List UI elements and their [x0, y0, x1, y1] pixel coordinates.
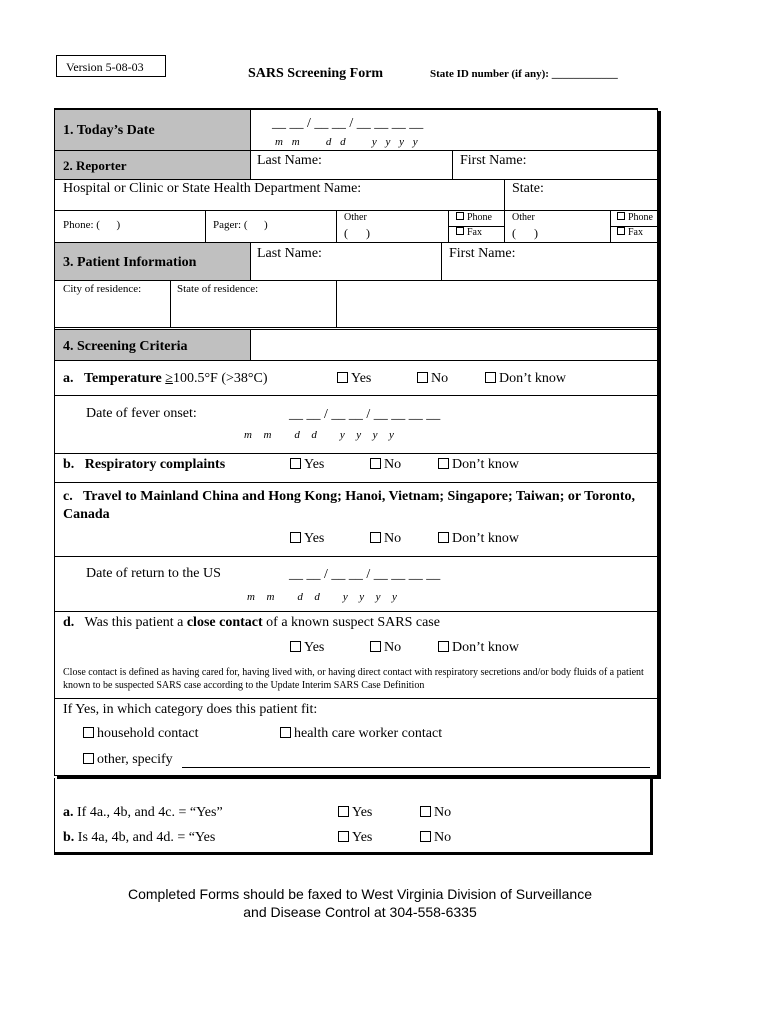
section4-label: 4. Screening Criteria	[63, 339, 188, 354]
reporter-phone-field[interactable]: Phone: ( )	[63, 219, 121, 231]
travel-no-option[interactable]: No	[370, 531, 401, 547]
checkbox-icon[interactable]	[456, 212, 464, 220]
checkbox-icon[interactable]	[438, 532, 449, 543]
criteria-c-label: c. Travel to Mainland China and Hong Kong; Hanoi, Vietnam; Singapore; Taiwan; or Toronto, Canada	[63, 489, 639, 522]
state-id-label: State ID number (if any): ____________	[430, 68, 618, 80]
form-title: SARS Screening Form	[248, 66, 384, 81]
reporter-pager-field[interactable]: Pager: ( )	[213, 219, 268, 231]
state-of-residence-field[interactable]: State of residence:	[177, 283, 259, 295]
criteria-b-label: b. Respiratory complaints	[63, 457, 226, 472]
temp-no-option[interactable]: No	[417, 371, 448, 387]
travel-yes-option[interactable]: Yes	[290, 531, 324, 547]
checkbox-icon[interactable]	[420, 806, 431, 817]
checkbox-icon[interactable]	[280, 727, 291, 738]
fever-onset-label: Date of fever onset:	[86, 406, 197, 421]
criteria-d-label: d. Was this patient a close contact of a known suspect SARS case	[63, 615, 440, 630]
checkbox-icon[interactable]	[290, 532, 301, 543]
city-of-residence-field[interactable]: City of residence:	[63, 283, 142, 295]
reporter-last-name[interactable]: Last Name:	[257, 153, 322, 168]
section3-label: 3. Patient Information	[63, 255, 197, 270]
checkbox-icon[interactable]	[370, 458, 381, 469]
checkbox-icon[interactable]	[417, 372, 428, 383]
hospital-name-field[interactable]: Hospital or Clinic or State Health Department Name:	[63, 181, 362, 196]
contact-dontknow-option[interactable]: Don’t know	[438, 640, 519, 656]
healthcare-worker-option[interactable]: health care worker contact	[280, 726, 442, 742]
summary-b-no-option[interactable]: No	[420, 830, 451, 846]
return-date-label: Date of return to the US	[86, 566, 221, 581]
summary-b-yes-option[interactable]: Yes	[338, 830, 372, 846]
footer-line2: and Disease Control at 304-558-6335	[243, 904, 477, 920]
checkbox-icon[interactable]	[290, 458, 301, 469]
criteria-a-label: a. Temperature ≥100.5°F (>38°C)	[63, 371, 268, 386]
checkbox-icon[interactable]	[337, 372, 348, 383]
other1-fax-option[interactable]: Fax	[456, 227, 482, 238]
return-date-field[interactable]: __ __ / __ __ / __ __ __ __	[289, 567, 441, 582]
close-contact-definition: Close contact is defined as having cared for, having lived with, or having direct contact with respiratory secretions and/or body fluids of a patient known to be suspected SARS case according to the Update Interim SARS Case Definition	[63, 667, 644, 691]
resp-yes-option[interactable]: Yes	[290, 457, 324, 473]
other-specify-line[interactable]	[182, 767, 650, 768]
checkbox-icon[interactable]	[617, 212, 625, 220]
other2-number-field[interactable]: ( )	[512, 226, 538, 240]
checkbox-icon[interactable]	[617, 227, 625, 235]
return-date-hint: m m d d y y y y	[247, 591, 397, 603]
checkbox-icon[interactable]	[83, 753, 94, 764]
other2-fax-option[interactable]: Fax	[617, 227, 643, 238]
checkbox-icon[interactable]	[438, 458, 449, 469]
category-question: If Yes, in which category does this patient fit:	[63, 702, 318, 717]
checkbox-icon[interactable]	[456, 227, 464, 235]
footer-line1: Completed Forms should be faxed to West Virginia Division of Surveillance	[127, 886, 593, 902]
checkbox-icon[interactable]	[290, 641, 301, 652]
summary-a-yes-option[interactable]: Yes	[338, 805, 372, 821]
section1-label: 1. Today’s Date	[63, 123, 155, 138]
checkbox-icon[interactable]	[338, 831, 349, 842]
other-specify-option[interactable]: other, specify	[83, 752, 173, 768]
summary-a-no-option[interactable]: No	[420, 805, 451, 821]
checkbox-icon[interactable]	[370, 641, 381, 652]
patient-last-name[interactable]: Last Name:	[257, 246, 322, 261]
travel-dontknow-option[interactable]: Don’t know	[438, 531, 519, 547]
checkbox-icon[interactable]	[83, 727, 94, 738]
checkbox-icon[interactable]	[420, 831, 431, 842]
checkbox-icon[interactable]	[338, 806, 349, 817]
fever-onset-date-field[interactable]: __ __ / __ __ / __ __ __ __	[289, 407, 441, 422]
version-box	[56, 55, 166, 77]
contact-no-option[interactable]: No	[370, 640, 401, 656]
summary-b-label: b. Is 4a, 4b, and 4d. = “Yes	[63, 830, 216, 845]
fever-onset-date-hint: m m d d y y y y	[244, 429, 394, 441]
summary-a-label: a. If 4a., 4b, and 4c. = “Yes”	[63, 805, 223, 820]
other2-phone-option[interactable]: Phone	[617, 212, 653, 223]
temp-yes-option[interactable]: Yes	[337, 371, 371, 387]
household-contact-option[interactable]: household contact	[83, 726, 198, 742]
checkbox-icon[interactable]	[438, 641, 449, 652]
temp-dontknow-option[interactable]: Don’t know	[485, 371, 566, 387]
other1-number-field[interactable]: ( )	[344, 226, 370, 240]
checkbox-icon[interactable]	[485, 372, 496, 383]
today-date-field[interactable]: __ __ / __ __ / __ __ __ __	[272, 116, 424, 131]
contact-yes-option[interactable]: Yes	[290, 640, 324, 656]
today-date-hint: m m d d y y y y	[275, 136, 418, 148]
other1-phone-option[interactable]: Phone	[456, 212, 492, 223]
other1-label: Other	[344, 212, 367, 223]
reporter-state-field[interactable]: State:	[512, 181, 544, 196]
section2-label: 2. Reporter	[63, 158, 127, 173]
checkbox-icon[interactable]	[370, 532, 381, 543]
version-label: Version 5-08-03	[66, 60, 144, 74]
other2-label: Other	[512, 212, 535, 223]
resp-dontknow-option[interactable]: Don’t know	[438, 457, 519, 473]
patient-first-name[interactable]: First Name:	[449, 246, 516, 261]
resp-no-option[interactable]: No	[370, 457, 401, 473]
reporter-first-name[interactable]: First Name:	[460, 153, 527, 168]
